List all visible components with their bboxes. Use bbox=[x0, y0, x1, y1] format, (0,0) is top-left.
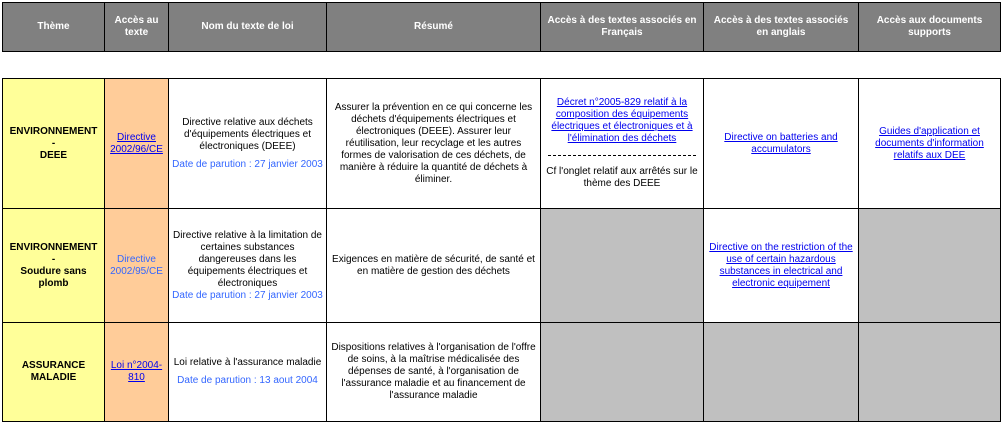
header-en: Accès à des textes associés en anglais bbox=[704, 3, 859, 52]
resume-cell: Exigences en matière de sécurité, de santé et en matière de gestion des déchets bbox=[327, 209, 541, 323]
en-cell-empty bbox=[704, 323, 859, 422]
docs-cell-empty bbox=[859, 323, 1001, 422]
directive-rohs-link[interactable]: Directive on the restriction of the use of certain hazardous substances in electrical and electronic equipement bbox=[709, 241, 853, 289]
acces-cell bbox=[105, 209, 169, 323]
header-acces: Accès au texte bbox=[105, 3, 169, 52]
nom-cell bbox=[169, 209, 327, 323]
publication-date: Date de parution : 27 janvier 2003 bbox=[172, 158, 323, 170]
table-row bbox=[3, 323, 1001, 422]
guides-link[interactable]: Guides d'application et documents d'information relatifs aux DEE bbox=[875, 125, 984, 161]
decret-2005-829-link[interactable]: Décret n°2005-829 relatif à la composition des équipements électriques et électroniques et à l'élimination des déchets bbox=[551, 97, 693, 144]
spacer-row bbox=[3, 52, 1001, 79]
theme-cell: ASSURANCE MALADIE bbox=[3, 323, 105, 422]
law-name: Loi relative à l'assurance maladie bbox=[173, 357, 322, 368]
law-name: Directive relative aux déchets d'équipements électriques et électroniques (DEEE) bbox=[182, 116, 313, 152]
theme-cell: ENVIRONNEMENT - DEEE bbox=[3, 79, 105, 209]
fr-cell bbox=[541, 79, 704, 209]
table-row bbox=[3, 79, 1001, 209]
header-nom: Nom du texte de loi bbox=[169, 3, 327, 52]
directive-batteries-link[interactable]: Directive on batteries and accumulators bbox=[724, 131, 838, 155]
fr-cell-empty bbox=[541, 323, 704, 422]
loi-2004-810-link[interactable]: Loi n°2004-810 bbox=[110, 360, 163, 383]
docs-cell bbox=[859, 79, 1001, 209]
nom-cell bbox=[169, 79, 327, 209]
docs-cell-empty bbox=[859, 209, 1001, 323]
acces-cell bbox=[105, 79, 169, 209]
law-name: Directive relative à la limitation de certaines substances dangereuses dans les équipements électriques et électroniques bbox=[173, 229, 322, 289]
dashed-divider bbox=[548, 155, 696, 156]
directive-2002-96-link[interactable]: Directive 2002/96/CE bbox=[110, 131, 163, 155]
fr-cell-empty bbox=[541, 209, 704, 323]
table-row bbox=[3, 209, 1001, 323]
resume-cell: Dispositions relatives à l'organisation de l'offre de soins, à la maîtrise médicalisée des dépenses de santé, à l'organisation de l'assurance maladie et au financement de l'assurance maladie bbox=[327, 323, 541, 422]
en-cell bbox=[704, 79, 859, 209]
header-row bbox=[3, 3, 1001, 52]
header-fr: Accès à des textes associés en Français bbox=[541, 3, 704, 52]
publication-date: Date de parution : 27 janvier 2003 bbox=[172, 289, 323, 301]
header-resume: Résumé bbox=[327, 3, 541, 52]
acces-cell bbox=[105, 323, 169, 422]
resume-cell: Assurer la prévention en ce qui concerne les déchets d'équipements électriques et électroniques (DEEE). Assurer leur réutilisation, leur recyclage et les autres formes de valorisation de ces déchets, de manière à réduire la quantité de déchets à éliminer. bbox=[327, 79, 541, 209]
theme-cell: ENVIRONNEMENT - Soudure sans plomb bbox=[3, 209, 105, 323]
law-table bbox=[2, 2, 1001, 422]
directive-2002-95-text: Directive 2002/95/CE bbox=[110, 253, 163, 277]
en-cell bbox=[704, 209, 859, 323]
publication-date: Date de parution : 13 aout 2004 bbox=[177, 375, 318, 386]
header-docs: Accès aux documents supports bbox=[859, 3, 1001, 52]
fr-note: Cf l'onglet relatif aux arrêtés sur le thème des DEEE bbox=[546, 166, 698, 189]
header-theme: Thème bbox=[3, 3, 105, 52]
nom-cell bbox=[169, 323, 327, 422]
